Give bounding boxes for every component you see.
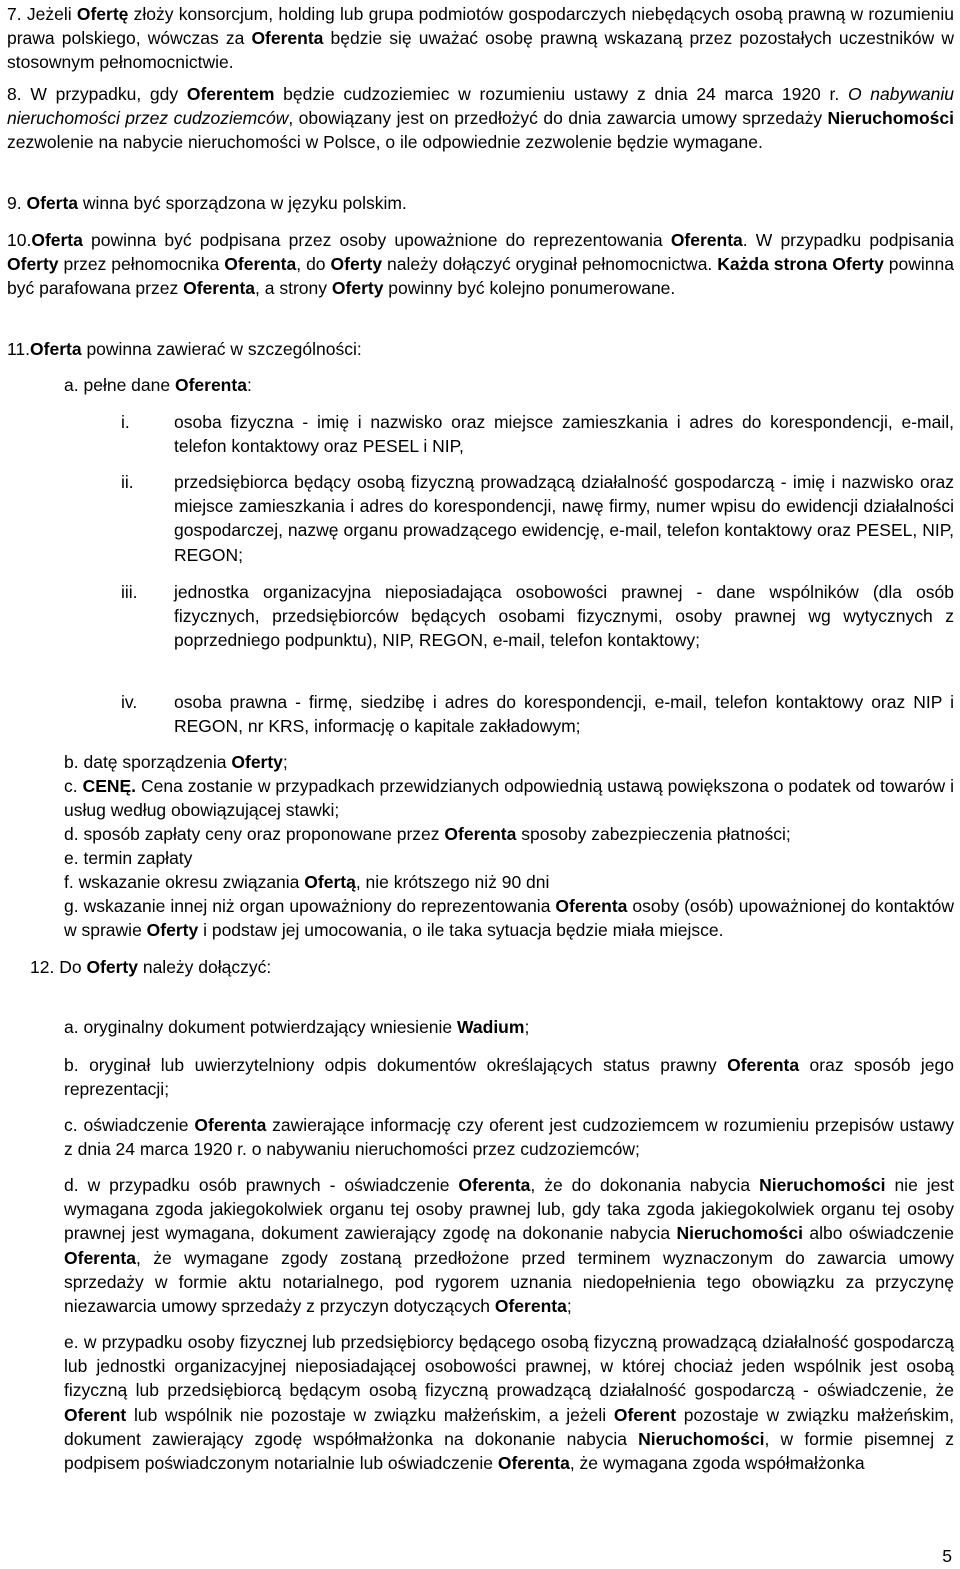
list-item: d. sposób zapłaty ceny oraz proponowane przez Oferenta sposoby zabezpieczenia płatności;: [64, 824, 791, 844]
list-item: a. oryginalny dokument potwierdzający wniesienie Wadium;: [64, 1017, 530, 1037]
paragraph-7: 7. Jeżeli Ofertę złoży konsorcjum, holding lub grupa podmiotów gospodarczych niebędących osobą prawną w rozumieniu prawa polskiego, wówczas za Oferenta będzie się uważać osobę prawną wskazaną przez pozostałych uczestników w stosownym pełnomocnictwie.: [7, 4, 954, 73]
list-item: c. oświadczenie Oferenta zawierające informację czy oferent jest cudzoziemcem w rozumieniu przepisów ustawy z dnia 24 marca 1920 r. o nabywaniu nieruchomości przez cudzoziemców;: [64, 1115, 954, 1160]
list-item: e. termin zapłaty: [64, 848, 193, 868]
list-item: b. oryginał lub uwierzytelniony odpis dokumentów określających status prawny Oferenta oraz sposób jego reprezentacji;: [64, 1055, 954, 1100]
paragraph-10: 10.Oferta powinna być podpisana przez osoby upoważnione do reprezentowania Oferenta. W przypadku podpisania Oferty przez pełnomocnika Oferenta, do Oferty należy dołączyć oryginał pełnomocnictwa. Każda strona Oferty powinna być parafowana przez Oferenta, a strony Oferty powinny być kolejno ponumerowane.: [7, 230, 954, 299]
list-item: b. datę sporządzenia Oferty;: [64, 752, 288, 772]
list-item: g. wskazanie innej niż organ upoważniony do reprezentowania Oferenta osoby (osób) upoważnionej do kontaktów w sprawie Oferty i podstaw jej umocowania, o ile taka sytuacja będzie miała miejsce.: [64, 896, 954, 941]
list-item: f. wskazanie okresu związania Ofertą, nie krótszego niż 90 dni: [64, 872, 550, 892]
paragraph-12: 12. Do Oferty należy dołączyć:: [30, 957, 272, 977]
paragraph-11: 11.Oferta powinna zawierać w szczególności:: [7, 339, 362, 359]
roman-list-item: i. osoba fizyczna - imię i nazwisko oraz miejsce zamieszkania i adres do korespondencji, e-mail, telefon kontaktowy oraz PESEL i NIP,: [121, 412, 954, 457]
list-item: e. w przypadku osoby fizycznej lub przedsiębiorcy będącego osobą fizyczną prowadzącą działalność gospodarczą lub jednostki organizacyjnej nieposiadającej osobowości prawnej, w której chociaż jeden wspólnik jest osobą fizyczną lub przedsiębiorcą będącym osobą fizyczną prowadzącą działalność gospodarczą - oświadczenie, że Oferent lub wspólnik nie pozostaje w związku małżeńskim, a jeżeli Oferent pozostaje w związku małżeńskim, dokument zawierający zgodę współmałżonka na dokonanie nabycia Nieruchomości, w formie pisemnej z podpisem poświadczonym notarialnie lub oświadczenie Oferenta, że wymagana zgoda współmałżonka: [64, 1332, 954, 1474]
roman-list-item: iii. jednostka organizacyjna nieposiadająca osobowości prawnej - dane wspólników (dla osób fizycznych, przedsiębiorców będących osobami fizycznymi, osoby prawnej wg wytycznych z poprzedniego podpunktu), NIP, REGON, e-mail, telefon kontaktowy;: [121, 582, 954, 651]
paragraph-8: 8. W przypadku, gdy Oferentem będzie cudzoziemiec w rozumieniu ustawy z dnia 24 marca 1920 r. O nabywaniu nieruchomości przez cudzoziemców, obowiązany jest on przedłożyć do dnia zawarcia umowy sprzedaży Nieruchomości zezwolenie na nabycie nieruchomości w Polsce, o ile odpowiednie zezwolenie będzie wymagane.: [7, 84, 954, 153]
roman-list-item: iv. osoba prawna - firmę, siedzibę i adres do korespondencji, e-mail, telefon kontaktowy oraz NIP i REGON, nr KRS, informację o kapitale zakładowym;: [121, 692, 954, 737]
page-number: 5: [942, 1546, 952, 1566]
list-item: c. CENĘ. Cena zostanie w przypadkach przewidzianych odpowiednią ustawą powiększona o podatek od towarów i usług według obowiązującej stawki;: [64, 776, 954, 821]
list-item: d. w przypadku osób prawnych - oświadczenie Oferenta, że do dokonania nabycia Nieruchomości nie jest wymagana zgoda jakiegokolwiek organu tej osoby prawnej lub, gdy taka zgoda jakiegokolwiek organu tej osoby prawnej jest wymagana, dokument zawierający zgodę na dokonanie nabycia Nieruchomości albo oświadczenie Oferenta, że wymagane zgody zostaną przedłożone przed terminem wyznaczonym do zawarcia umowy sprzedaży w formie aktu notarialnego, pod rygorem uznania niedopełnienia tego obowiązku za przyczynę niezawarcia umowy sprzedaży z przyczyn dotyczących Oferenta;: [64, 1175, 954, 1317]
list-item: a. pełne dane Oferenta:: [64, 375, 252, 395]
paragraph-9: 9. Oferta winna być sporządzona w języku polskim.: [7, 193, 407, 213]
roman-list-item: ii. przedsiębiorca będący osobą fizyczną prowadzącą działalność gospodarczą - imię i nazwisko oraz miejsce zamieszkania i adres do korespondencji, nawę firmy, numer wpisu do ewidencji działalności gospodarczej, nazwę organu prowadzącego ewidencję, e-mail, telefon kontaktowy oraz PESEL, NIP, REGON;: [121, 472, 954, 565]
